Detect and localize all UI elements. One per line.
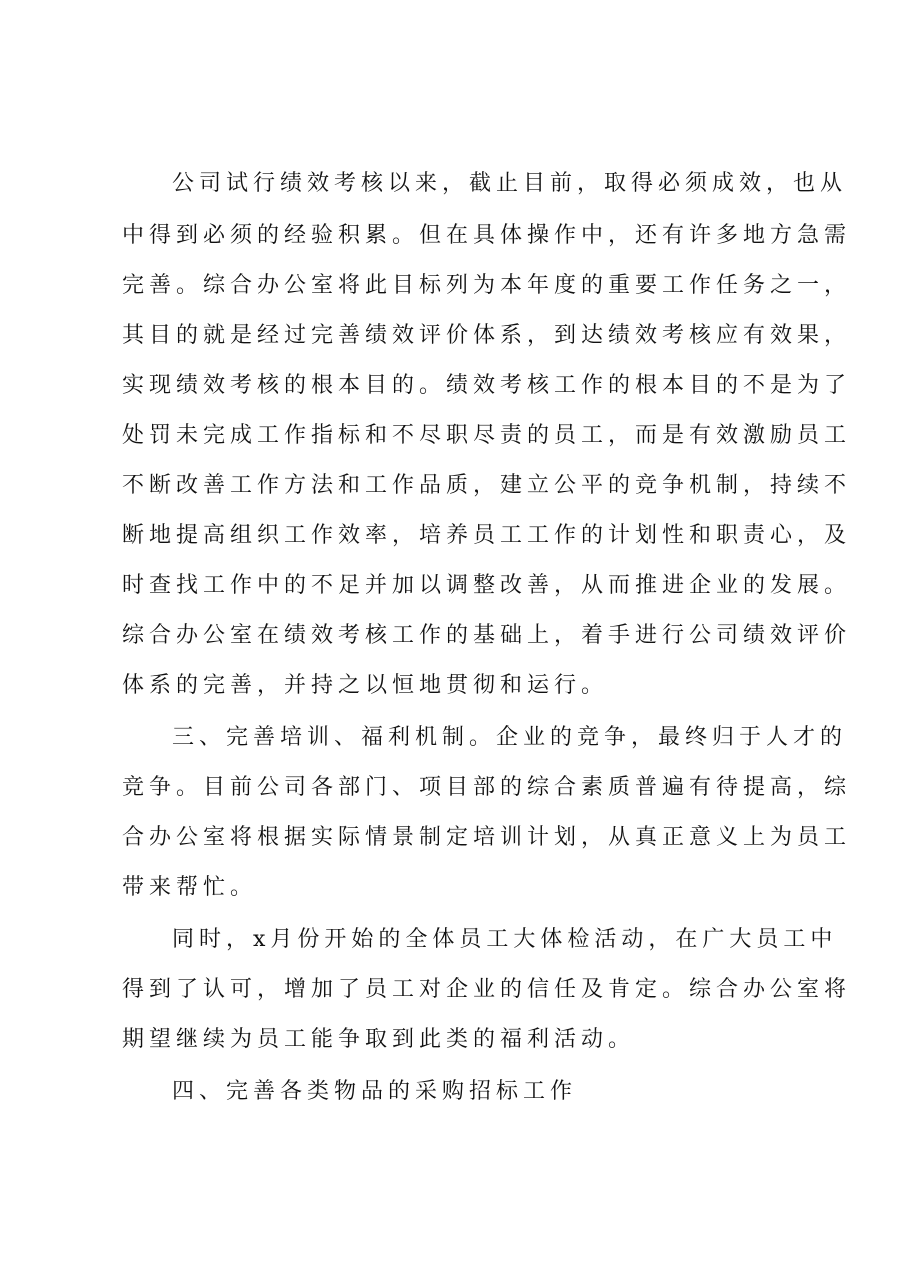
- text-line: 中得到必须的经验积累。但在具体操作中，还有许多地方急需: [122, 223, 852, 248]
- text-line: 不断改善工作方法和工作品质，建立公平的竞争机制，持续不: [122, 473, 852, 498]
- section-heading-line: 三、完善培训、福利机制。企业的竞争，最终归于人才的: [172, 725, 848, 750]
- text-line: 公司试行绩效考核以来，截止目前，取得必须成效，也从: [172, 171, 848, 196]
- text-line: 期望继续为员工能争取到此类的福利活动。: [122, 1027, 636, 1052]
- text-line: 处罚未完成工作指标和不尽职尽责的员工，而是有效激励员工: [122, 423, 852, 448]
- text-line: 综合办公室在绩效考核工作的基础上，着手进行公司绩效评价: [122, 623, 852, 648]
- text-line: 实现绩效考核的根本目的。绩效考核工作的根本目的不是为了: [122, 373, 852, 398]
- text-line: 体系的完善，并持之以恒地贯彻和运行。: [122, 673, 609, 698]
- text-line: 同时，x月份开始的全体员工大体检活动，在广大员工中: [172, 927, 838, 952]
- text-line: 竞争。目前公司各部门、项目部的综合素质普遍有待提高，综: [122, 775, 852, 800]
- section-heading-line: 四、完善各类物品的采购招标工作: [172, 1079, 578, 1104]
- text-line: 完善。综合办公室将此目标列为本年度的重要工作任务之一，: [122, 273, 852, 298]
- text-line: 带来帮忙。: [122, 875, 258, 900]
- text-line: 断地提高组织工作效率，培养员工工作的计划性和职责心，及: [122, 523, 852, 548]
- text-line: 合办公室将根据实际情景制定培训计划，从真正意义上为员工: [122, 825, 852, 850]
- text-line: 得到了认可，增加了员工对企业的信任及肯定。综合办公室将: [122, 977, 852, 1002]
- text-line: 其目的就是经过完善绩效评价体系，到达绩效考核应有效果，: [122, 323, 852, 348]
- text-line: 时查找工作中的不足并加以调整改善，从而推进企业的发展。: [122, 573, 852, 598]
